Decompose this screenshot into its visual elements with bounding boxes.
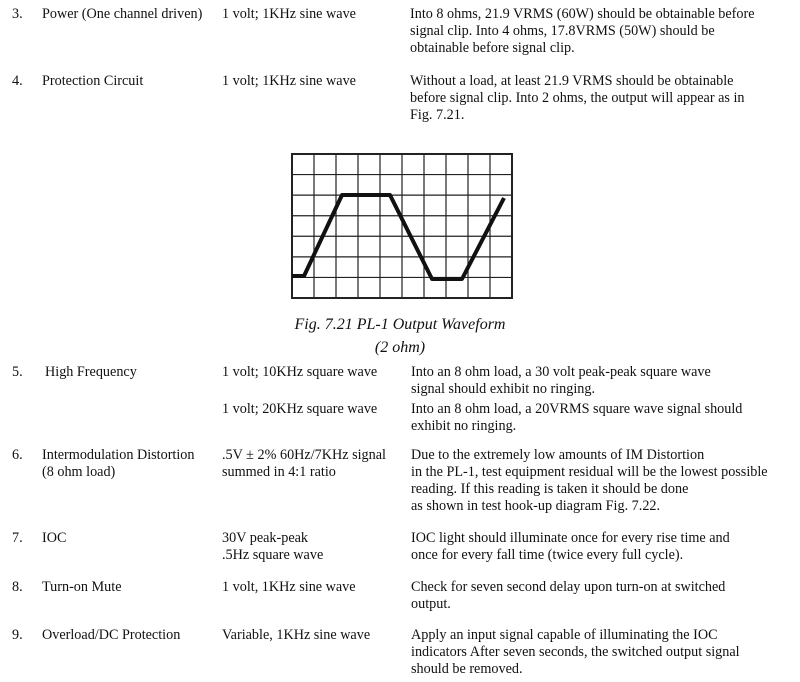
result-line: before signal clip. Into 2 ohms, the output will appear as in: [410, 90, 745, 106]
item-number: 3.: [12, 6, 23, 22]
signal-line: 1 volt; 10KHz square wave: [222, 364, 378, 380]
result-line: Check for seven second delay upon turn-on at switched: [411, 579, 726, 595]
item-number: 8.: [12, 579, 23, 595]
result-line: reading. If this reading is taken it should be done: [411, 481, 689, 497]
expected-result: [411, 364, 795, 398]
result-line: Without a load, at least 21.9 VRMS should be obtainable: [410, 73, 734, 89]
result-line: exhibit no ringing.: [411, 418, 517, 434]
test-signal: [222, 530, 323, 564]
signal-line: 1 volt; 20KHz square wave: [222, 401, 378, 417]
test-signal: [222, 627, 370, 644]
test-name-line: Intermodulation Distortion: [42, 447, 195, 463]
result-line: output.: [411, 596, 451, 612]
test-name: High Frequency: [45, 364, 137, 380]
scope-graticule: [292, 154, 512, 298]
signal-line: Variable, 1KHz sine wave: [222, 627, 371, 643]
signal-line: .5V ± 2% 60Hz/7KHz signal: [222, 447, 386, 463]
result-line: Into an 8 ohm load, a 20VRMS square wave signal should: [411, 401, 743, 417]
item-number: 6.: [12, 447, 23, 463]
figure-caption-sub: (2 ohm): [374, 339, 426, 356]
test-name-line: (8 ohm load): [42, 464, 116, 480]
item-number: 7.: [12, 530, 23, 546]
result-line: once for every fall time (twice every full cycle).: [411, 547, 684, 563]
signal-line: 1 volt; 1KHz sine wave: [222, 73, 356, 89]
result-line: Due to the extremely low amounts of IM Distortion: [411, 447, 705, 463]
expected-result: [411, 530, 795, 564]
graticule-gridlines: [292, 154, 512, 298]
output-waveform-figure: [290, 152, 514, 300]
clipped-waveform-trace: [292, 195, 504, 279]
result-line: Apply an input signal capable of illuminating the IOC: [411, 627, 718, 643]
test-name: Protection Circuit: [42, 73, 144, 89]
expected-result: [411, 627, 795, 678]
test-name: [42, 447, 195, 481]
expected-result: [411, 401, 795, 435]
test-signal: [222, 73, 356, 90]
test-name: IOC: [42, 530, 67, 546]
expected-result: [411, 579, 795, 613]
signal-line: 1 volt; 1KHz sine wave: [222, 6, 356, 22]
result-line: Into an 8 ohm load, a 30 volt peak-peak square wave: [411, 364, 711, 380]
test-signal: [222, 579, 356, 596]
expected-result: [411, 447, 795, 515]
test-signal: [222, 364, 377, 381]
figure-caption: Fig. 7.21 PL-1 Output Waveform: [294, 316, 506, 333]
item-number: 4.: [12, 73, 23, 89]
signal-line: .5Hz square wave: [222, 547, 324, 563]
test-signal: [222, 447, 386, 481]
result-line: IOC light should illuminate once for every rise time and: [411, 530, 730, 546]
result-line: indicators After seven seconds, the switched output signal: [411, 644, 740, 660]
result-line: obtainable before signal clip.: [410, 40, 575, 56]
test-signal: [222, 6, 356, 23]
signal-line: summed in 4:1 ratio: [222, 464, 336, 480]
result-line: Fig. 7.21.: [410, 107, 465, 123]
result-line: signal should exhibit no ringing.: [411, 381, 596, 397]
expected-result: [410, 6, 794, 57]
test-signal: [222, 401, 377, 418]
expected-result: [410, 73, 794, 124]
result-line: in the PL-1, test equipment residual will be the lowest possible: [411, 464, 768, 480]
result-line: should be removed.: [411, 661, 523, 677]
signal-line: 1 volt, 1KHz sine wave: [222, 579, 356, 595]
item-number: 9.: [12, 627, 23, 643]
result-line: Into 8 ohms, 21.9 VRMS (60W) should be obtainable before: [410, 6, 755, 22]
test-name: Overload/DC Protection: [42, 627, 181, 643]
item-number: 5.: [12, 364, 23, 380]
test-name: Turn-on Mute: [42, 579, 122, 595]
test-name: Power (One channel driven): [42, 6, 203, 22]
result-line: as shown in test hook-up diagram Fig. 7.22.: [411, 498, 661, 514]
signal-line: 30V peak-peak: [222, 530, 309, 546]
result-line: signal clip. Into 4 ohms, 17.8VRMS (50W) should be: [410, 23, 715, 39]
